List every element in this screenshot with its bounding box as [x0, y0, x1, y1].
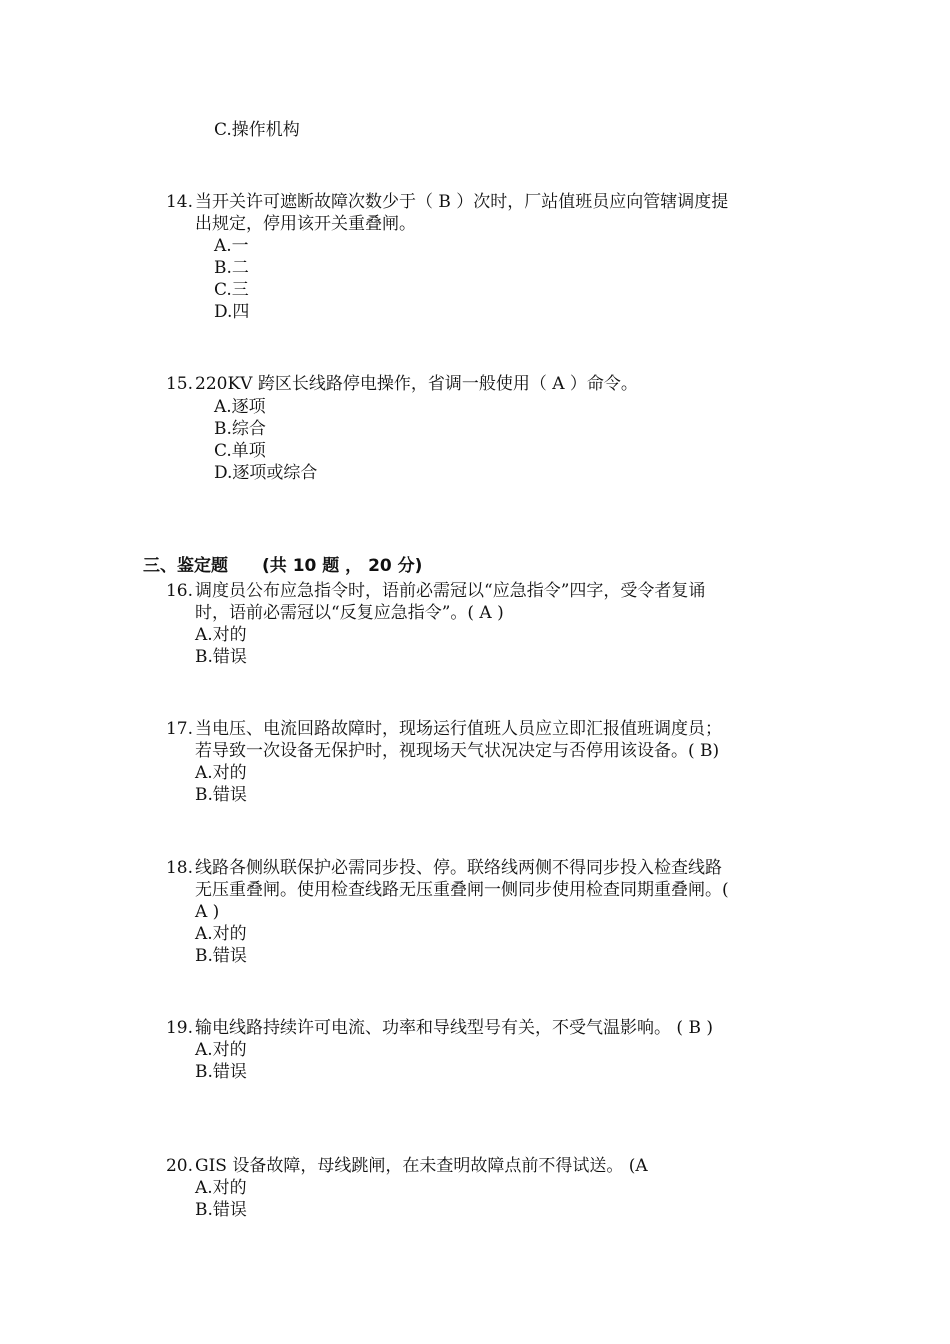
q16-option-b: B.错误 — [195, 647, 247, 667]
q15-option-c: C.单项 — [214, 441, 266, 461]
q18-option-b: B.错误 — [195, 946, 247, 966]
q17-option-a: A.对的 — [195, 763, 247, 783]
q15-option-b: B.综合 — [214, 419, 266, 439]
q19-option-a: A.对的 — [195, 1040, 247, 1060]
q14-number: 14. — [165, 192, 193, 212]
section-info: (共 10 题 ， 20 分) — [262, 556, 423, 576]
q16-number: 16. — [165, 581, 193, 601]
q16-text-line1: 调度员公布应急指令时，语前必需冠以“应急指令”四字，受令者复诵 — [195, 581, 706, 601]
q20-option-a: A.对的 — [195, 1178, 247, 1198]
q15-option-d: D.逐项或综合 — [214, 463, 318, 483]
q17-option-b: B.错误 — [195, 785, 247, 805]
q19-option-b: B.错误 — [195, 1062, 247, 1082]
q20-option-b: B.错误 — [195, 1200, 247, 1220]
q14-text-line2: 出规定，停用该开关重叠闸。 — [195, 214, 416, 234]
q19-text-line1: 输电线路持续许可电流、功率和导线型号有关，不受气温影响。 ( B ) — [195, 1018, 713, 1038]
q13-option-c: C.操作机构 — [214, 120, 300, 140]
section-heading — [143, 554, 422, 578]
q19-number: 19. — [165, 1018, 193, 1038]
q14-option-c: C.三 — [214, 280, 249, 300]
q18-text-line3: A ) — [195, 902, 220, 922]
q20-number: 20. — [165, 1156, 193, 1176]
q15-text-line1: 220KV 跨区长线路停电操作，省调一般使用（ A ）命令。 — [195, 374, 638, 394]
q18-text-line2: 无压重叠闸。使用检查线路无压重叠闸一侧同步使用检查同期重叠闸。( — [195, 880, 729, 900]
q18-text-line1: 线路各侧纵联保护必需同步投、停。联络线两侧不得同步投入检查线路 — [195, 858, 722, 878]
q15-number: 15. — [165, 374, 193, 394]
q16-text-line2: 时，语前必需冠以“反复应急指令”。( A ) — [195, 603, 504, 623]
q18-option-a: A.对的 — [195, 924, 247, 944]
section-title: 三、鉴定题 — [143, 556, 228, 576]
q15-option-a: A.逐项 — [214, 397, 266, 417]
q16-option-a: A.对的 — [195, 625, 247, 645]
q20-text-line1: GIS 设备故障，母线跳闸，在未查明故障点前不得试送。 (A — [195, 1156, 648, 1176]
q17-text-line2: 若导致一次设备无保护时，视现场天气状况决定与否停用该设备。( B) — [195, 741, 720, 761]
q14-option-d: D.四 — [214, 302, 250, 322]
q14-option-b: B.二 — [214, 258, 249, 278]
q17-number: 17. — [165, 719, 193, 739]
q14-text-line1: 当开关许可遮断故障次数少于（ B ）次时，厂站值班员应向管辖调度提 — [195, 192, 729, 212]
q17-text-line1: 当电压、电流回路故障时，现场运行值班人员应立即汇报值班调度员； — [195, 719, 722, 739]
q18-number: 18. — [165, 858, 193, 878]
q14-option-a: A.一 — [214, 236, 249, 256]
